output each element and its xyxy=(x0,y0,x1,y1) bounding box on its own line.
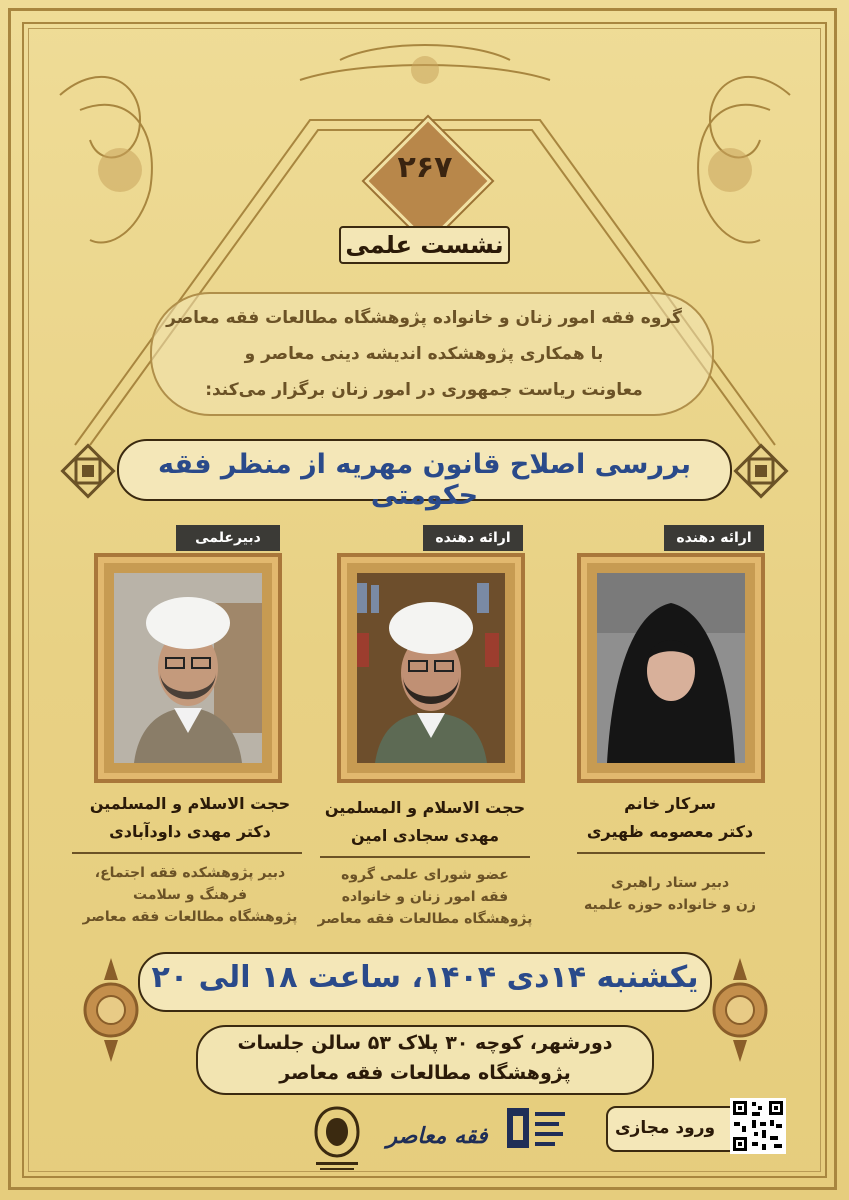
speaker-2-description xyxy=(300,864,550,930)
photo-frame-speaker-2 xyxy=(337,553,525,783)
speaker-1-title: حجت الاسلام و المسلمین xyxy=(89,794,291,813)
speaker-1-divider xyxy=(72,852,302,854)
institute-logo-icon xyxy=(505,1104,567,1154)
speaker-3-desc-line-2: زن و خانواده حوزه علمیه xyxy=(584,897,756,913)
session-label: نشست علمی xyxy=(339,226,510,264)
speaker-3-desc-line-1: دبیر ستاد راهبری xyxy=(610,875,730,891)
medallion-right-icon xyxy=(709,950,771,1070)
knot-ornament-right-icon xyxy=(731,441,791,501)
speaker-3-description xyxy=(560,872,780,916)
speaker-2-title: حجت الاسلام و المسلمین xyxy=(324,798,526,817)
photo-frame-speaker-3 xyxy=(577,553,765,783)
role-tab-scientific-secretary: دبیرعلمی xyxy=(176,525,280,551)
speaker-3-photo xyxy=(597,573,745,763)
knot-ornament-left-icon xyxy=(58,441,118,501)
speaker-1-desc-line-1: دبیر پژوهشکده فقه اجتماع، xyxy=(94,865,286,881)
speaker-2-divider xyxy=(320,856,530,858)
feqh-moaser-logo: فقه معاصر xyxy=(386,1124,488,1149)
speaker-2-desc-line-2: فقه امور زنان و خانواده xyxy=(341,889,509,905)
speaker-1-name: دکتر مهدی داودآبادی xyxy=(109,822,271,841)
role-tab-presenter-2: ارائه دهنده xyxy=(423,525,523,551)
intro-line-2: با همکاری پژوهشکده اندیشه دینی معاصر و xyxy=(244,344,604,364)
medallion-left-icon xyxy=(80,950,142,1070)
speaker-3-title: سرکار خانم xyxy=(624,794,716,813)
speaker-1-photo xyxy=(114,573,262,763)
session-number: ۲۶۷ xyxy=(397,150,453,185)
event-date-time: یکشنبه ۱۴دی ۱۴۰۴، ساعت ۱۸ الی ۲۰ xyxy=(151,960,699,995)
event-title: بررسی اصلاح قانون مهریه از منظر فقه حکومتی xyxy=(158,449,691,511)
qr-code-icon[interactable] xyxy=(730,1098,786,1154)
vice-presidency-logo-icon xyxy=(308,1104,366,1174)
speaker-2-photo xyxy=(357,573,505,763)
photo-frame-speaker-1 xyxy=(94,553,282,783)
intro-line-1: گروه فقه امور زنان و خانواده پژوهشگاه مطالعات فقه معاصر xyxy=(166,308,682,328)
role-tab-presenter-3: ارائه دهنده xyxy=(664,525,764,551)
speaker-1-desc-line-2: فرهنگ و سلامت xyxy=(133,887,247,903)
address-line-1: دورشهر، کوچه ۳۰ پلاک ۵۳ سالن جلسات xyxy=(237,1032,613,1054)
virtual-entry-label[interactable]: ورود مجازی xyxy=(614,1118,716,1138)
speaker-1-description xyxy=(60,862,320,928)
speaker-2-desc-line-1: عضو شوراى علمی گروه xyxy=(341,867,509,883)
speaker-2-name: مهدی سجادی امین xyxy=(351,826,499,845)
speaker-1-desc-line-3: پژوهشگاه مطالعات فقه معاصر xyxy=(82,909,298,925)
speaker-3-name: دکتر معصومه ظهیری xyxy=(586,822,754,841)
address-line-2: پژوهشگاه مطالعات فقه معاصر xyxy=(279,1062,571,1084)
speaker-3-divider xyxy=(577,852,765,854)
speaker-2-desc-line-3: پژوهشگاه مطالعات فقه معاصر xyxy=(317,911,533,927)
intro-line-3: معاونت ریاست جمهوری در امور زنان برگزار می‌کند: xyxy=(205,380,643,400)
